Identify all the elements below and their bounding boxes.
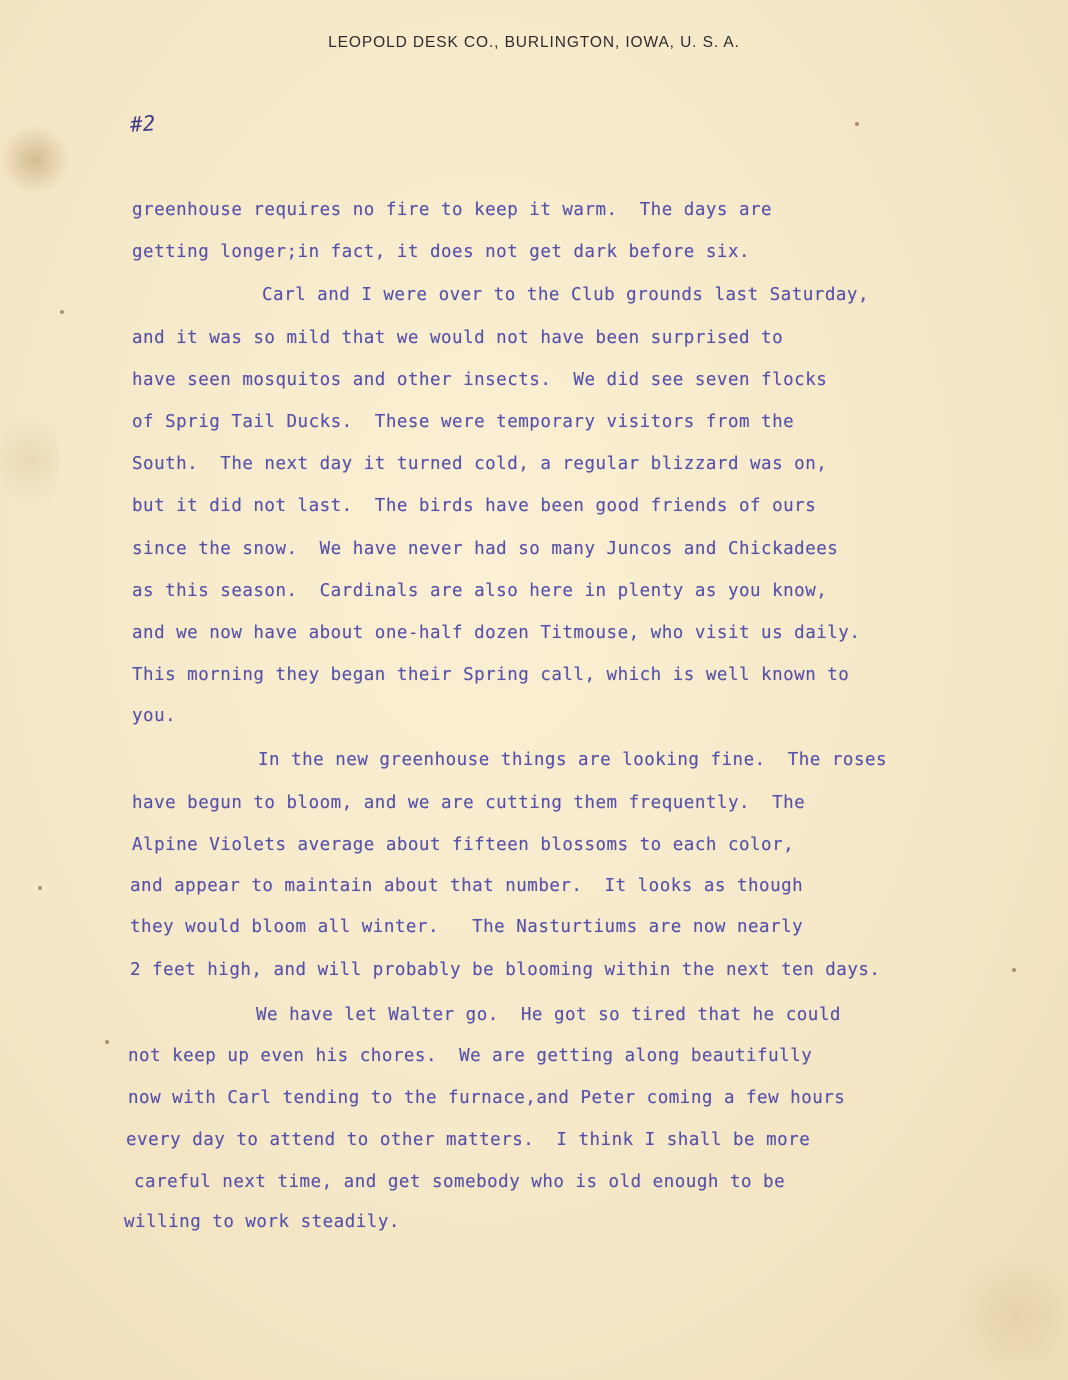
body-line: and it was so mild that we would not have been surprised to	[132, 328, 784, 348]
letterhead: LEOPOLD DESK CO., BURLINGTON, IOWA, U. S. A.	[328, 34, 740, 51]
body-line: greenhouse requires no fire to keep it warm. The days are	[132, 200, 773, 220]
body-line: This morning they began their Spring call, which is well known to	[132, 665, 850, 685]
body-line: have begun to bloom, and we are cutting them frequently. The	[132, 793, 806, 813]
paper-stain	[0, 125, 70, 195]
body-line: 2 feet high, and will probably be blooming within the next ten days.	[130, 960, 881, 980]
body-line: South. The next day it turned cold, a regular blizzard was on,	[132, 454, 828, 474]
body-line: they would bloom all winter. The Nasturtiums are now nearly	[130, 917, 804, 937]
body-line: now with Carl tending to the furnace,and Peter coming a few hours	[128, 1088, 846, 1108]
body-line: every day to attend to other matters. I think I shall be more	[126, 1130, 811, 1150]
paper-stain	[960, 1250, 1068, 1380]
paper-speck	[1012, 968, 1016, 972]
body-line: of Sprig Tail Ducks. These were temporary visitors from the	[132, 412, 795, 432]
body-line: willing to work steadily.	[124, 1212, 400, 1232]
body-line: but it did not last. The birds have been good friends of ours	[132, 496, 817, 516]
body-line: as this season. Cardinals are also here in plenty as you know,	[132, 581, 828, 601]
paper-speck	[855, 122, 859, 126]
body-line: have seen mosquitos and other insects. We did see seven flocks	[132, 370, 828, 390]
body-line: since the snow. We have never had so many Juncos and Chickadees	[132, 539, 839, 559]
body-line: and we now have about one-half dozen Titmouse, who visit us daily.	[132, 623, 861, 643]
body-line: careful next time, and get somebody who is old enough to be	[134, 1172, 786, 1192]
paper-speck	[60, 310, 64, 314]
body-line: In the new greenhouse things are looking fine. The roses	[258, 750, 888, 770]
body-line: and appear to maintain about that number. It looks as though	[130, 876, 804, 896]
body-line: getting longer;in fact, it does not get dark before six.	[132, 242, 751, 262]
body-line: not keep up even his chores. We are getting along beautifully	[128, 1046, 813, 1066]
body-line: you.	[132, 706, 177, 726]
body-line: We have let Walter go. He got so tired that he could	[256, 1005, 841, 1025]
paper-speck	[38, 886, 42, 890]
body-line: Carl and I were over to the Club grounds last Saturday,	[262, 285, 869, 305]
paper-stain	[0, 400, 60, 520]
page-number: #2	[129, 111, 157, 137]
body-line: Alpine Violets average about fifteen blossoms to each color,	[132, 835, 795, 855]
paper-speck	[105, 1040, 109, 1044]
